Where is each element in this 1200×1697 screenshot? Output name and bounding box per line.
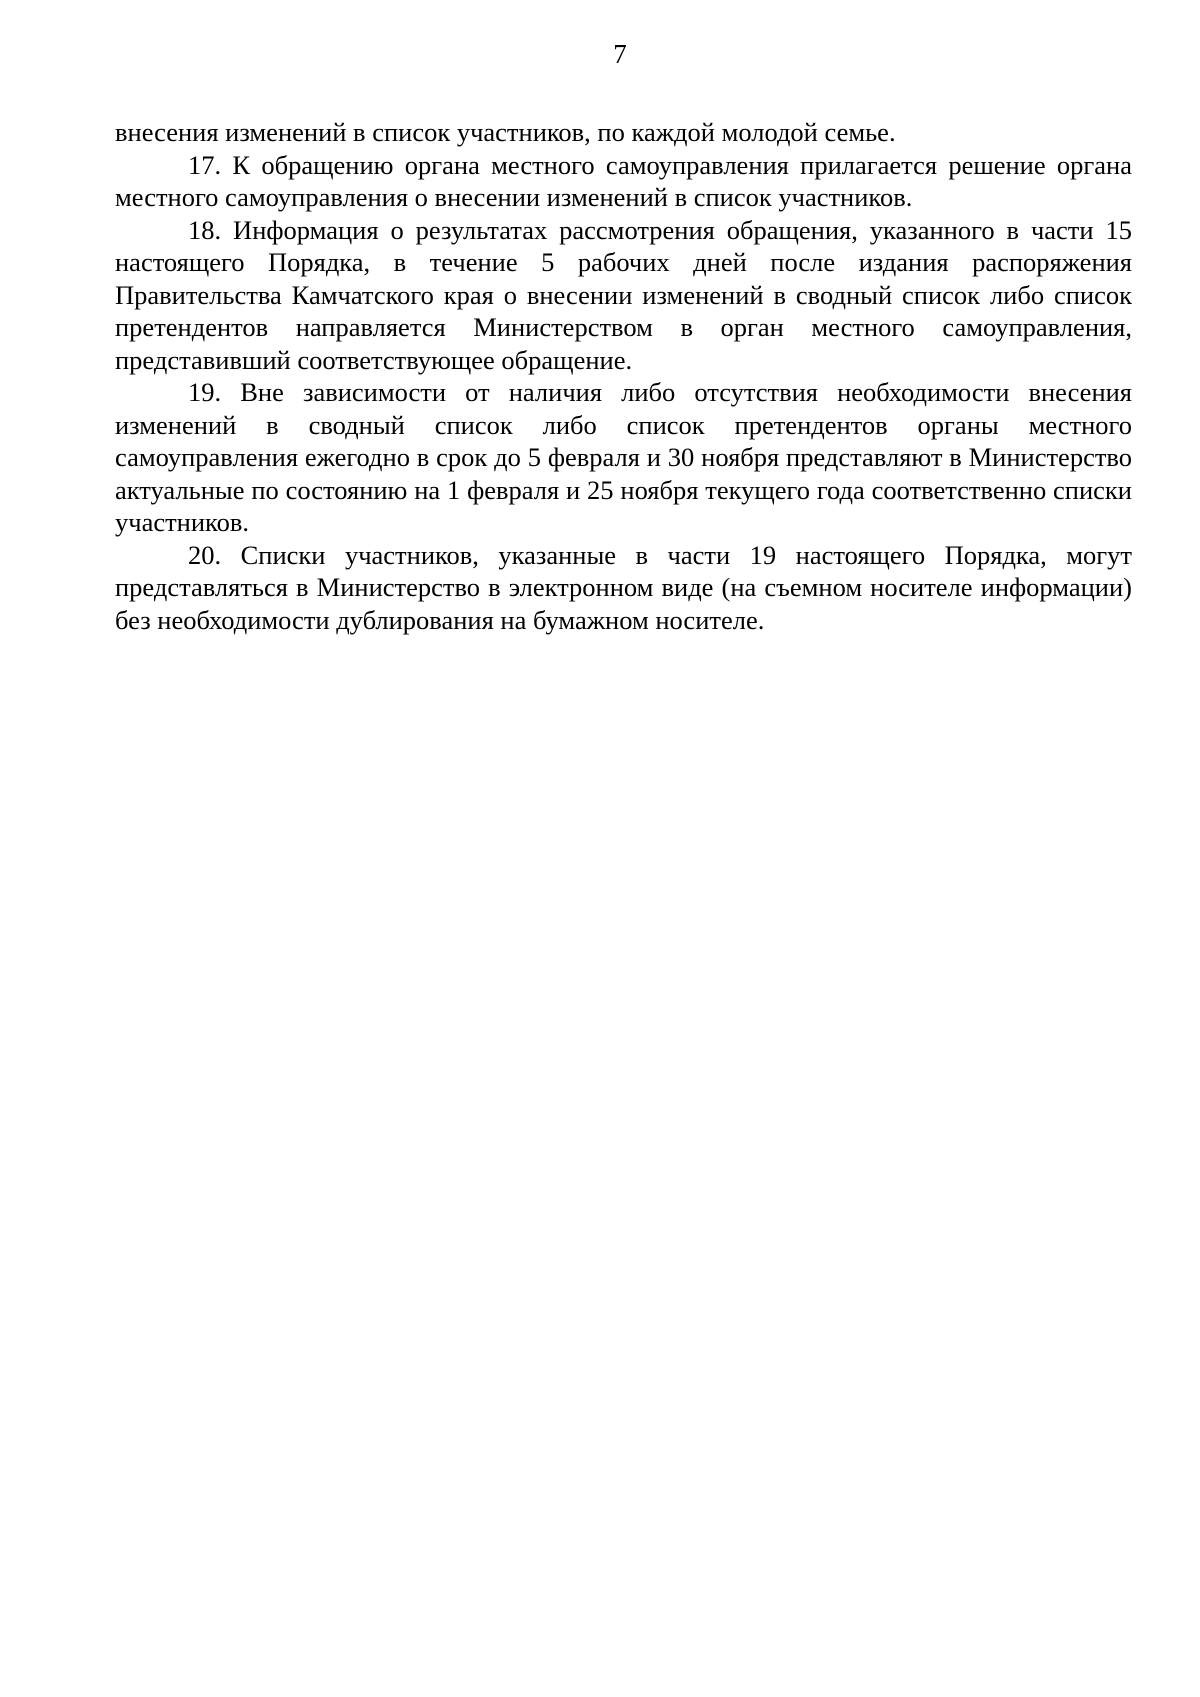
paragraph-continuation: внесения изменений в список участников, по каждой молодой семье. (115, 117, 896, 147)
paragraph-20: 20. Списки участников, указанные в части 19 настоящего Порядка, могут представляться в Министерство в электронном виде (на съемном носителе информации) без необходимости дублирования на бумажном носителе. (115, 539, 1132, 635)
paragraph-18: 18. Информация о результатах рассмотрения обращения, указанного в части 15 настоящего Порядка, в течение 5 рабочих дней после издания распоряжения Правительства Камчатского края о внесении изменений в сводный список либо список претендентов направляется Министерством в орган местного самоуправления, представивший соответствующее обращение. (115, 214, 1132, 375)
document-body (115, 116, 1132, 636)
paragraph-17: 17. К обращению органа местного самоуправления прилагается решение органа местного самоуправления о внесении изменений в список участников. (115, 149, 1132, 212)
paragraph-19: 19. Вне зависимости от наличия либо отсутствия необходимости внесения изменений в сводный список либо список претендентов органы местного самоуправления ежегодно в срок до 5 февраля и 30 ноября представляют в Министерство актуальные по состоянию на 1 февраля и 25 ноября текущего года соответственно списки участников. (115, 377, 1132, 537)
page-number: 7 (613, 39, 627, 69)
